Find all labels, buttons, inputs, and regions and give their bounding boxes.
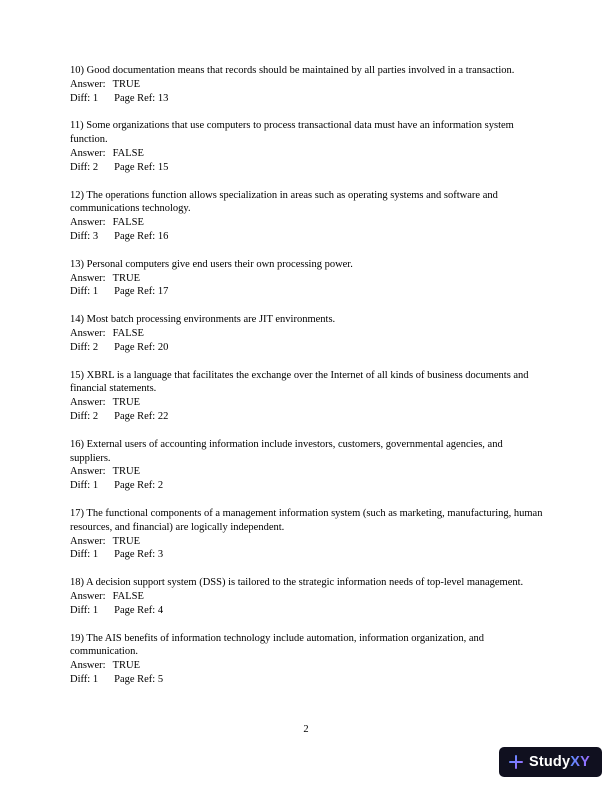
question-text: 17) The functional components of a management information system (such as marketing, manufacturing, human resources, and financial) are logically independent. (70, 507, 543, 533)
page-ref-value: Page Ref: 22 (114, 410, 169, 422)
diff-value: Diff: 1 (70, 92, 99, 104)
page-ref-value: Page Ref: 3 (114, 549, 164, 561)
diff-value: Diff: 3 (70, 230, 99, 242)
page-ref-value: Page Ref: 16 (114, 230, 169, 242)
studyxy-logo (499, 747, 602, 777)
answer-label: Answer: (70, 466, 106, 478)
answer-value: TRUE (112, 466, 140, 478)
page-ref-value: Page Ref: 5 (114, 673, 164, 685)
answer-label: Answer: (70, 147, 106, 159)
page-ref-value: Page Ref: 20 (114, 341, 169, 353)
question-block (70, 576, 543, 617)
answer-value: TRUE (112, 660, 140, 672)
answer-label: Answer: (70, 660, 106, 672)
question-block (70, 64, 543, 105)
page-ref-value: Page Ref: 17 (114, 286, 169, 298)
question-block (70, 119, 543, 174)
diff-value: Diff: 1 (70, 673, 99, 685)
question-text: 14) Most batch processing environments are JIT environments. (70, 314, 336, 326)
answer-label: Answer: (70, 327, 106, 339)
diff-value: Diff: 2 (70, 410, 99, 422)
brand-study: Study (528, 754, 571, 770)
diff-value: Diff: 1 (70, 480, 99, 492)
diff-value: Diff: 1 (70, 286, 99, 298)
diff-value: Diff: 1 (70, 604, 99, 616)
answer-value: FALSE (112, 147, 144, 159)
page-number: 2 (303, 724, 309, 735)
answer-label: Answer: (70, 272, 106, 284)
answer-label: Answer: (70, 590, 106, 602)
question-text: 10) Good documentation means that records should be maintained by all parties involved in a transaction. (70, 65, 515, 76)
answer-value: FALSE (112, 217, 144, 229)
answer-value: TRUE (112, 397, 140, 409)
question-block (70, 189, 543, 244)
answer-value: TRUE (112, 535, 140, 547)
question-block (70, 507, 543, 562)
question-block (70, 438, 543, 493)
answer-value: TRUE (112, 272, 140, 284)
page-ref-value: Page Ref: 2 (114, 480, 164, 492)
question-block (70, 632, 543, 687)
page-ref-value: Page Ref: 13 (114, 92, 169, 104)
answer-value: FALSE (112, 327, 144, 339)
question-text: 13) Personal computers give end users their own processing power. (70, 258, 353, 270)
diff-value: Diff: 2 (70, 161, 99, 173)
page-ref-value: Page Ref: 15 (114, 161, 169, 173)
answer-label: Answer: (70, 217, 106, 229)
answer-value: FALSE (112, 590, 144, 602)
question-text: 11) Some organizations that use computers to process transactional data must have an information system function. (70, 120, 514, 146)
diff-value: Diff: 2 (70, 341, 99, 353)
question-text: 12) The operations function allows specialization in areas such as operating systems and software and communications technology. (70, 189, 498, 215)
page-ref-value: Page Ref: 4 (114, 604, 164, 616)
brand-text (529, 754, 590, 770)
answer-label: Answer: (70, 78, 106, 90)
question-text: 19) The AIS benefits of information technology include automation, information organization, and communication. (70, 632, 484, 658)
brand-xy: XY (570, 754, 590, 770)
question-block (70, 369, 543, 424)
question-block (70, 313, 543, 354)
question-list (70, 64, 543, 701)
answer-value: TRUE (112, 78, 140, 90)
question-text: 16) External users of accounting information include investors, customers, governmental agencies, and suppliers. (70, 438, 503, 464)
answer-label: Answer: (70, 397, 106, 409)
question-text: 15) XBRL is a language that facilitates the exchange over the Internet of all kinds of business documents and financial statements. (70, 369, 529, 395)
answer-label: Answer: (70, 535, 106, 547)
question-text: 18) A decision support system (DSS) is tailored to the strategic information needs of top-level management. (70, 577, 524, 589)
question-block (70, 258, 543, 299)
plus-icon (509, 755, 523, 769)
diff-value: Diff: 1 (70, 549, 99, 561)
